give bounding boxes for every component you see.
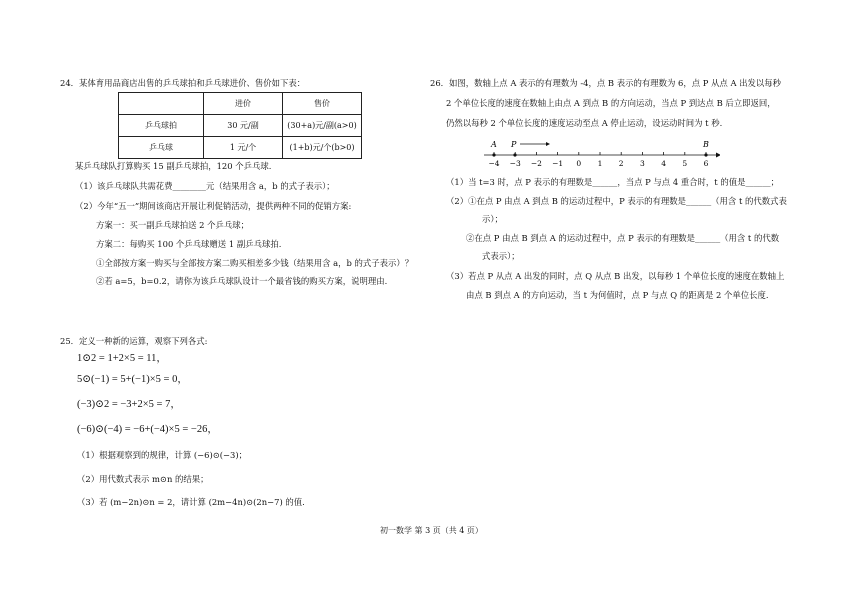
q24-sub2: ②若 a=5，b=0.2，请你为该乒乓球队设计一个最省钱的购买方案，说明理由.: [96, 276, 388, 286]
q26-line1: 26．如图，数轴上点 A 表示的有理数为 -4，点 B 表示的有理数为 6，点 P 从点 A 出发以每秒: [430, 78, 782, 88]
q25-eq4: (−6)⊙(−4) = −6+(−4)×5 = −26，: [77, 424, 218, 435]
number-line: [480, 135, 720, 171]
q24-sub1: ①全部按方案一购买与全部按方案二购买相差多少钱（结果用含 a，b 的式子表示）？: [96, 258, 414, 268]
tick-label: 3: [640, 159, 645, 168]
table-header-row: [119, 93, 362, 115]
label-b: B: [703, 140, 709, 149]
tick-label: −1: [552, 159, 564, 168]
table-row: [119, 137, 362, 159]
motion-arrowhead: [546, 142, 550, 146]
table-header-cell: 售价: [283, 93, 362, 115]
q26-part2a: （2）①在点 P 由点 A 到点 B 的运动过程中，P 表示的有理数是______（用含 t 的代数式表: [446, 196, 787, 206]
q26-part1: （1）当 t=3 时，点 P 表示的有理数是______，当点 P 与点 4 重合时，t 的值是______；: [446, 177, 779, 187]
q26-line2: 2 个单位长度的速度在数轴上由点 A 到点 B 的方向运动，当点 P 到达点 B 后立即返回，: [446, 98, 776, 108]
label-a: A: [491, 140, 497, 149]
point-p-dot: [513, 153, 516, 156]
q26-part2b: 示）；: [482, 214, 503, 224]
tick-label: −4: [488, 159, 500, 168]
point-b-dot: [704, 153, 707, 156]
q25-eq1: 1⊙2 = 1+2×5 = 11，: [77, 353, 167, 364]
q24-intro: 某乒乓球队打算购买 15 副乒乓球拍，120 个乒乓球.: [75, 161, 272, 171]
q26-part3a: （3）若点 P 从点 A 出发的同时，点 Q 从点 B 出发，以每秒 1 个单位长度的速度在数轴上: [446, 271, 785, 281]
q25-eq2: 5⊙(−1) = 5+(−1)×5 = 0，: [77, 374, 188, 385]
q24-part1: （1）该乒乓球队共需花费________元（结果用含 a，b 的式子表示）；: [75, 181, 335, 191]
tick-label: 4: [661, 159, 666, 168]
q25-eq3: (−3)⊙2 = −3+2×5 = 7，: [77, 399, 181, 410]
q26-line3: 仍然以每秒 2 个单位长度的速度运动至点 A 停止运动，设运动时间为 t 秒.: [446, 118, 723, 128]
q25-part2: （2）用代数式表示 m⊙n 的结果；: [77, 474, 209, 484]
q26-part2d: 式表示）；: [482, 251, 520, 261]
page-footer: 初一数学 第 3 页（共 4 页）: [380, 526, 483, 535]
table-cell: 乒乓球拍: [119, 115, 204, 137]
q26-part3b: 由点 B 到点 A 的方向运动，当 t 为何值时，点 P 与点 Q 的距离是 2 个单位长度.: [466, 290, 769, 300]
number-line-arrowhead: [716, 153, 720, 158]
q25-title: 25．定义一种新的运算，观察下列各式:: [60, 336, 208, 346]
tick-label: −3: [509, 159, 521, 168]
q24-plan2: 方案二：每购买 100 个乒乓球赠送 1 副乒乓球拍.: [96, 239, 282, 249]
q24-part2: （2）今年“五一”期间该商店开展让利促销活动，提供两种不同的促销方案:: [75, 201, 352, 211]
table-cell: 1 元/个: [204, 137, 283, 159]
q24-plan1: 方案一：买一副乒乓球拍送 2 个乒乓球；: [96, 220, 250, 230]
tick-label: 1: [597, 159, 603, 168]
table-cell: (1+b)元/个(b>0): [283, 137, 362, 159]
point-a-dot: [492, 153, 495, 156]
table-cell: 乒乓球: [119, 137, 204, 159]
q26-part2c: ②在点 P 由点 B 到点 A 的运动过程中，点 P 表示的有理数是______（用含 t 的代数: [466, 233, 780, 243]
tick-label: 0: [576, 159, 582, 168]
tick-label: 6: [703, 159, 709, 168]
table-row: [119, 115, 362, 137]
price-table: [118, 92, 362, 159]
tick-label: −2: [530, 159, 542, 168]
tick-group: [488, 152, 708, 168]
q25-part1: （1）根据观察到的规律，计算 (−6)⊙(−3)；: [77, 450, 248, 460]
q25-part3: （3）若 (m−2n)⊙n = 2，请计算 (2m−4n)⊙(2n−7) 的值.: [77, 497, 305, 507]
tick-label: 5: [682, 159, 688, 168]
label-p: P: [511, 140, 517, 149]
table-header-cell: [119, 93, 204, 115]
table-cell: 30 元/副: [204, 115, 283, 137]
q24-title: 24．某体育用品商店出售的乒乓球拍和乒乓球进价、售价如下表：: [60, 78, 306, 88]
table-header-cell: 进价: [204, 93, 283, 115]
tick-label: 2: [618, 159, 624, 168]
table-cell: (30+a)元/副(a>0): [283, 115, 362, 137]
